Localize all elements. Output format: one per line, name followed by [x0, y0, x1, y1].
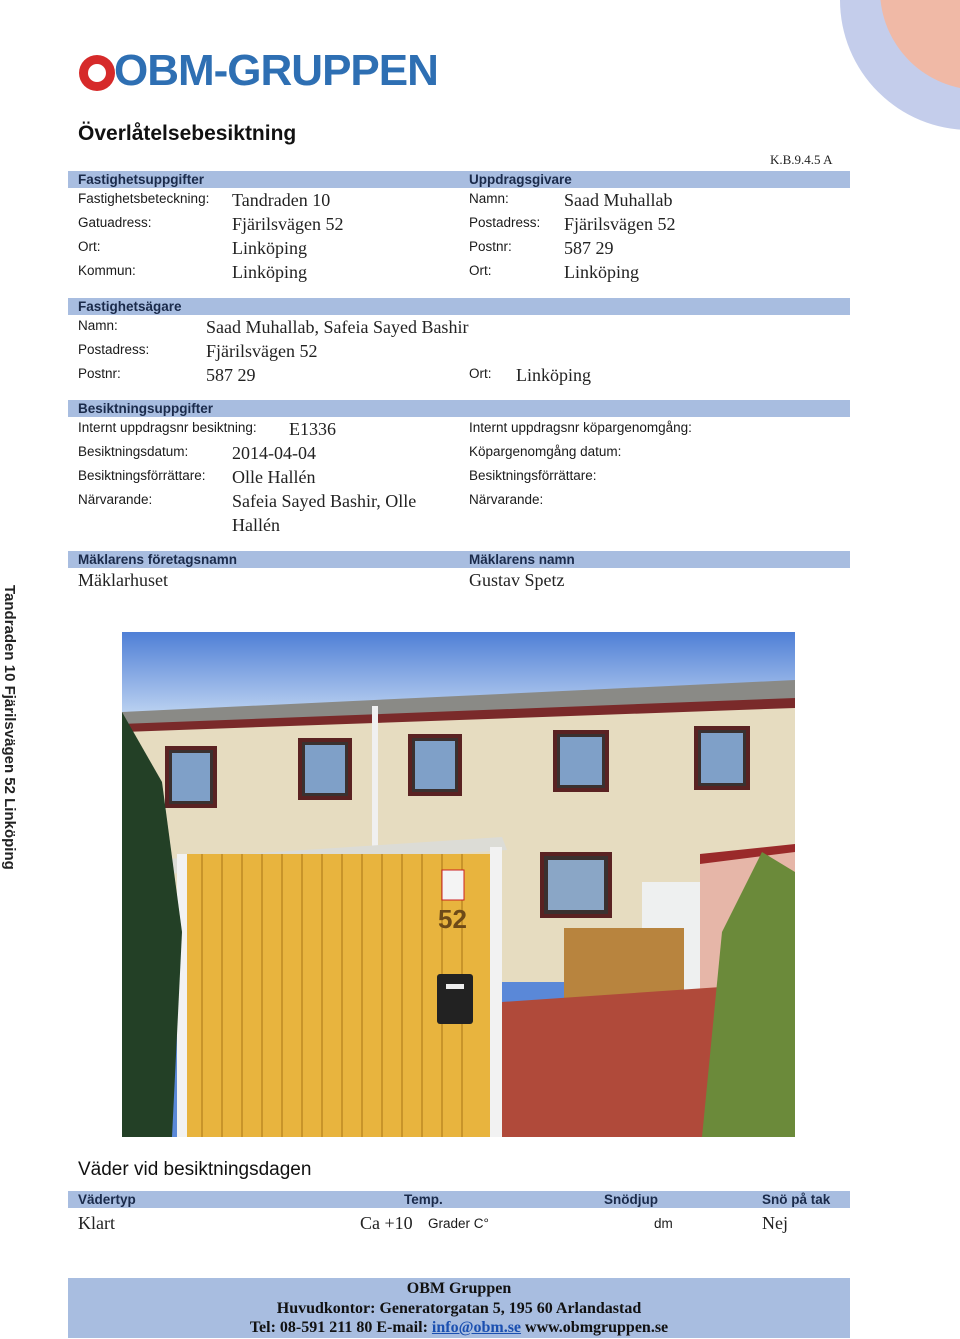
present-line-1: Safeia Sayed Bashir, Olle [232, 491, 417, 511]
client-label: Namn: [469, 191, 509, 206]
property-label: Gatuadress: [78, 215, 152, 230]
broker-company-header: Mäklarens företagsnamn [78, 552, 238, 567]
weather-roof-snow-header: Snö på tak [762, 1192, 831, 1207]
owner-city-label: Ort: [469, 366, 492, 381]
owner-header-bar [68, 298, 850, 315]
present-line-2: Hallén [232, 515, 280, 535]
property-header-bar [68, 171, 850, 188]
owner-postnr-label: Postnr: [78, 366, 121, 381]
footer-contact [68, 1318, 850, 1338]
property-label: Ort: [78, 239, 101, 254]
client-label: Postnr: [469, 239, 512, 254]
client-label: Ort: [469, 263, 492, 278]
footer-website: www.obmgruppen.se [521, 1319, 669, 1336]
owner-address: Fjärilsvägen 52 [206, 341, 318, 361]
footer-company: OBM Gruppen [406, 1280, 512, 1297]
broker-header-bar [68, 551, 850, 568]
buyer-review-number-label: Internt uppdragsnr köpargenomgång: [469, 420, 692, 435]
footer-address: Huvudkontor: Generatorgatan 5, 195 60 Arlandastad [276, 1299, 642, 1317]
logo-text: OBM-GRUPPEN [114, 46, 438, 95]
page-title: Överlåtelsebesiktning [78, 122, 297, 145]
inspector-label: Besiktningsförrättare: [78, 468, 206, 483]
weather-snow-depth-header: Snödjup [604, 1192, 658, 1207]
owner-header: Fastighetsägare [78, 299, 182, 314]
inspection-header: Besiktningsuppgifter [78, 401, 214, 416]
weather-header-bar [68, 1191, 850, 1208]
client-value: Saad Muhallab [564, 190, 673, 210]
client-value: Fjärilsvägen 52 [564, 214, 676, 234]
property-value: Linköping [232, 238, 307, 258]
broker-name: Gustav Spetz [469, 570, 565, 590]
owner-address-label: Postadress: [78, 342, 150, 357]
inspection-header-bar [68, 400, 850, 417]
house-photo [122, 632, 795, 1137]
client-label: Postadress: [469, 215, 541, 230]
client-value: Linköping [564, 262, 639, 282]
property-header: Fastighetsuppgifter [78, 172, 205, 187]
present-label: Närvarande: [78, 492, 153, 507]
inspection-date-label: Besiktningsdatum: [78, 444, 189, 459]
side-address-label: Tandraden 10 Fjärilsvägen 52 Linköping [1, 585, 18, 870]
inspection-date: 2014-04-04 [232, 443, 316, 463]
logo-circle-icon [79, 55, 115, 91]
property-value: Linköping [232, 262, 307, 282]
client-header: Uppdragsgivare [469, 172, 572, 187]
buyer-review-inspector-label: Besiktningsförrättare: [469, 468, 597, 483]
weather-snow-unit: dm [654, 1216, 673, 1231]
broker-company: Mäklarhuset [78, 570, 168, 590]
footer-email-link[interactable]: info@obm.se [431, 1319, 522, 1336]
weather-title: Väder vid besiktningsdagen [78, 1159, 312, 1180]
weather-type-header: Vädertyp [78, 1192, 136, 1207]
inspection-number: E1336 [289, 419, 336, 439]
owner-postnr: 587 29 [206, 365, 256, 385]
inspection-number-label: Internt uppdragsnr besiktning: [78, 420, 257, 435]
weather-temp-header: Temp. [404, 1192, 443, 1207]
broker-name-header: Mäklarens namn [469, 552, 575, 567]
document-code: K.B.9.4.5 A [770, 152, 833, 167]
client-value: 587 29 [564, 238, 614, 258]
house-number: 52 [438, 904, 467, 934]
property-label: Fastighetsbeteckning: [78, 191, 210, 206]
property-value: Fjärilsvägen 52 [232, 214, 344, 234]
buyer-review-present-label: Närvarande: [469, 492, 544, 507]
buyer-review-date-label: Köpargenomgång datum: [469, 444, 622, 459]
property-label: Kommun: [78, 263, 136, 278]
inspector: Olle Hallén [232, 467, 316, 487]
owner-city: Linköping [516, 365, 591, 385]
owner-name-label: Namn: [78, 318, 118, 333]
weather-temp: Ca +10 [360, 1213, 413, 1233]
property-value: Tandraden 10 [232, 190, 331, 210]
weather-roof-snow: Nej [762, 1213, 788, 1233]
owner-name: Saad Muhallab, Safeia Sayed Bashir [206, 317, 469, 337]
footer-phone: Tel: 08-591 211 80 E-mail: [249, 1319, 432, 1336]
footer [68, 1278, 850, 1338]
weather-type: Klart [78, 1213, 115, 1233]
weather-temp-unit: Grader C° [428, 1216, 489, 1231]
